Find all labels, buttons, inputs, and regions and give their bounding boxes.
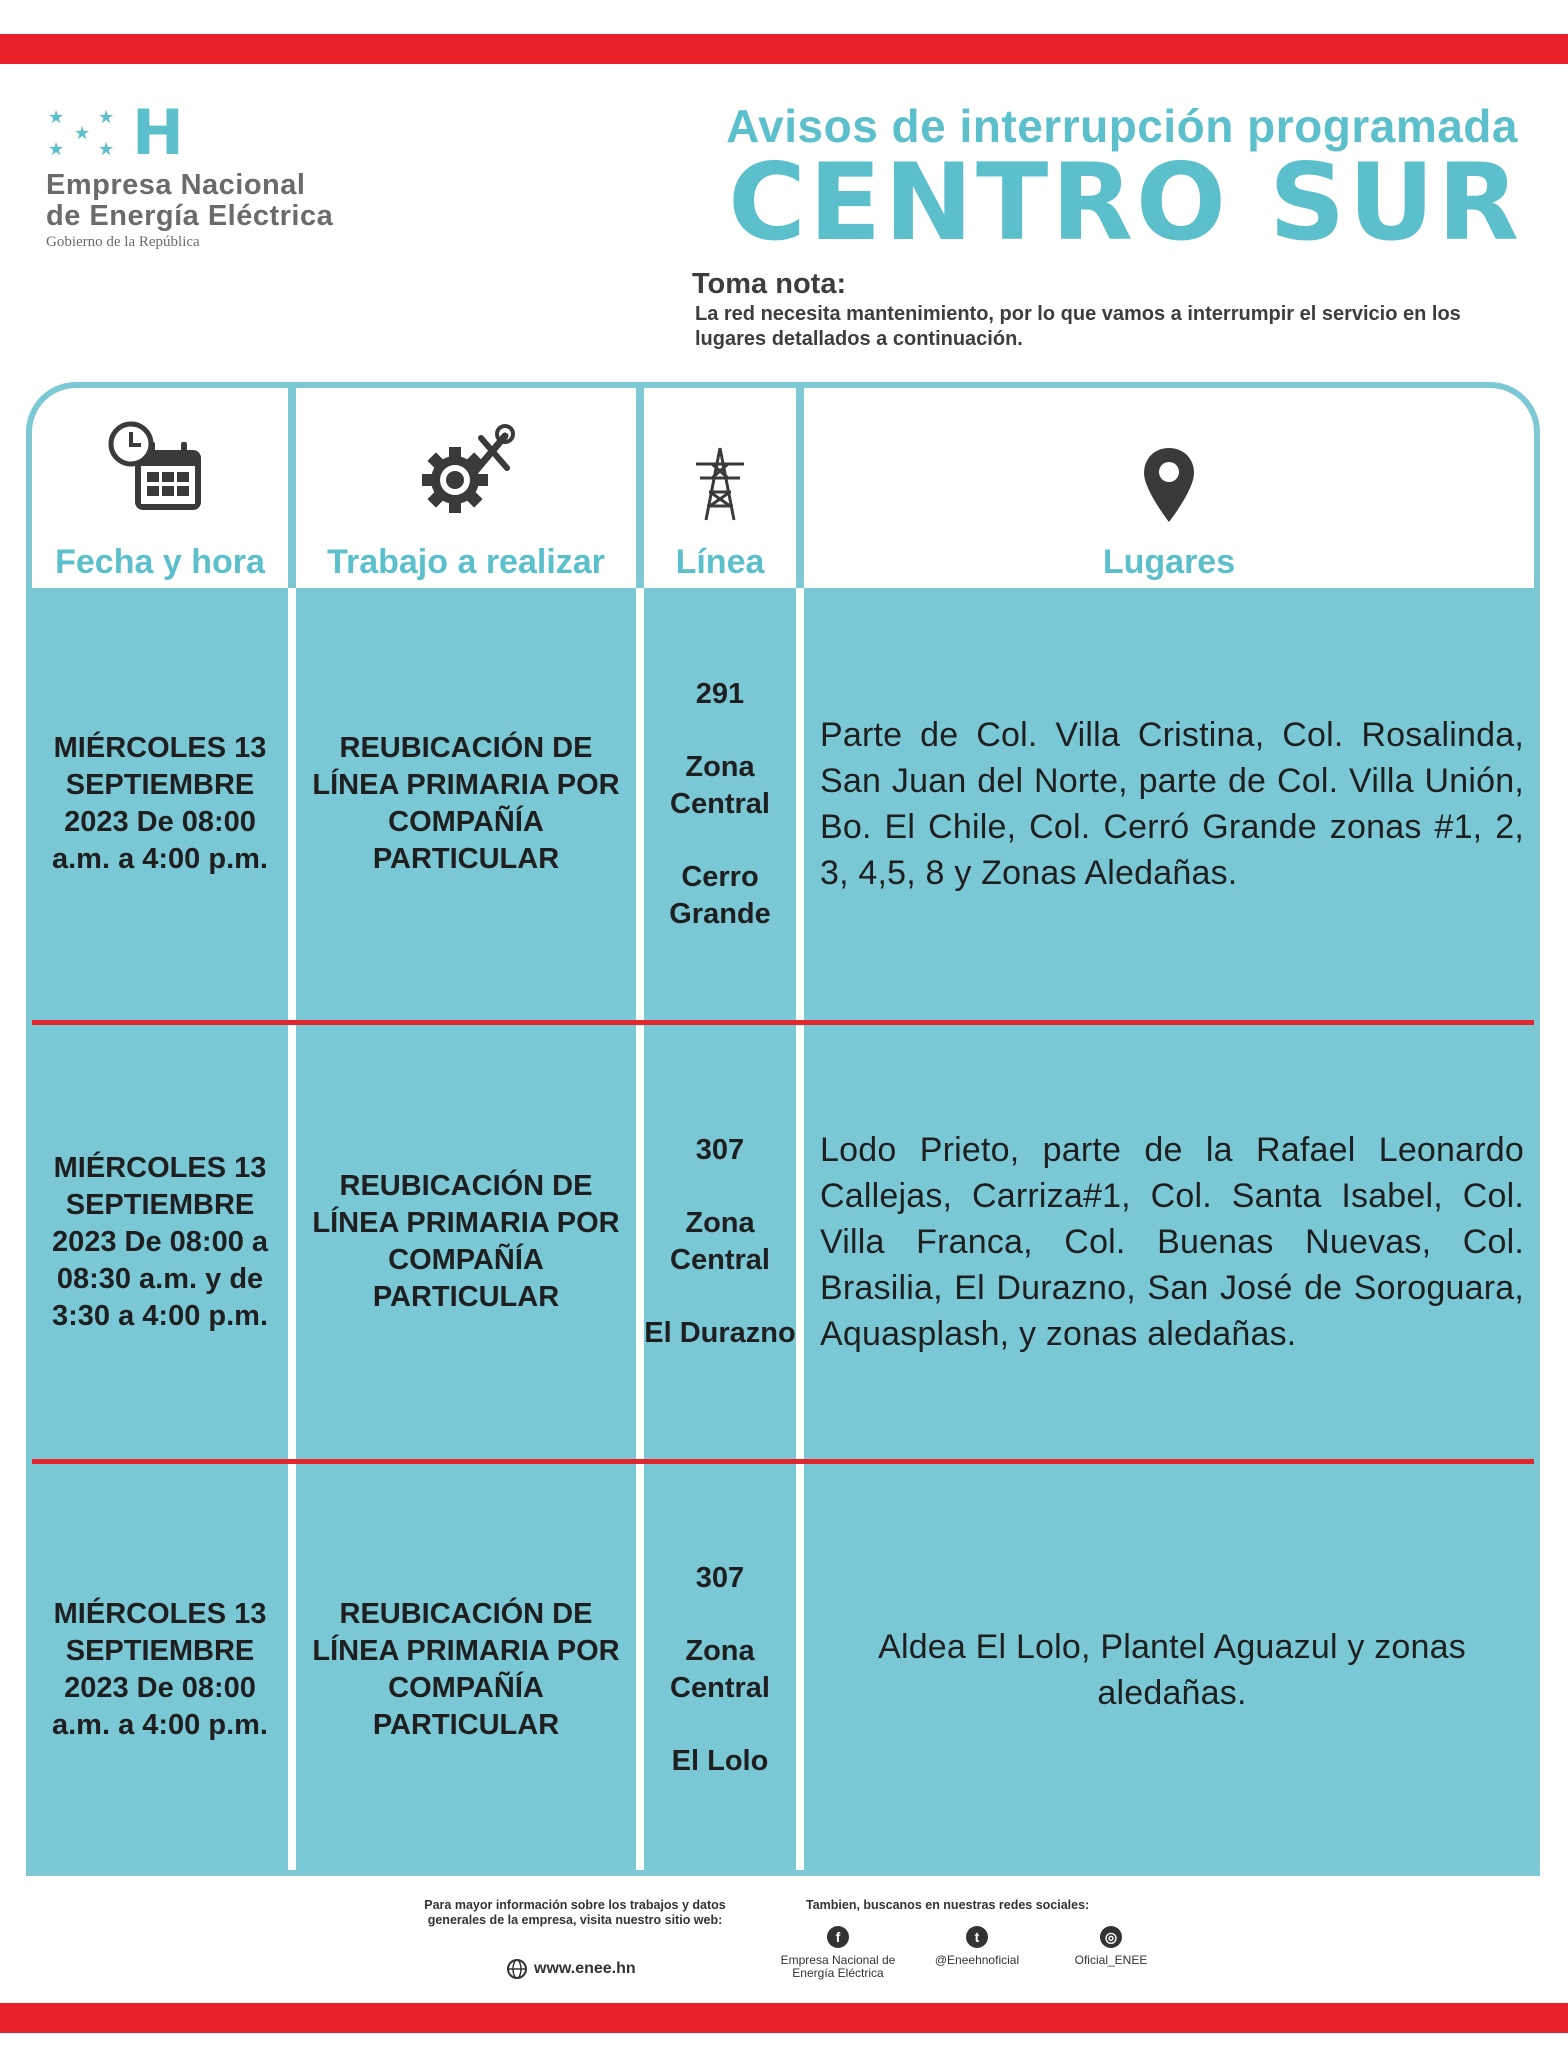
header-date-label: Fecha y hora [55, 543, 265, 581]
row-places: Lodo Prieto, parte de la Rafael Leonardo Callejas, Carriza#1, Col. Santa Isabel, Col. Villa Franca, Col. Buenas Nuevas, Col. Brasilia, El Durazno, San José de Soroguara, Aquasplash, y zonas aledañas. [820, 1131, 1524, 1353]
note-body: La red necesita mantenimiento, por lo que vamos a interrumpir el servicio en los lugares detallados a continuación. [695, 303, 1461, 350]
header-line [644, 388, 796, 588]
table-row [32, 1025, 1534, 1459]
row-work: REUBICACIÓN DE LÍNEA PRIMARIA POR COMPAÑÍA PARTICULAR [312, 1170, 620, 1313]
logo-government: Gobierno de la República [46, 234, 200, 250]
stars-icon: ★ ★ ★ ★ ★ [48, 107, 115, 159]
power-tower-icon [690, 446, 750, 522]
row-line: 307 Zona Central El Durazno [644, 1134, 796, 1349]
social-facebook[interactable] [778, 1926, 898, 1980]
row-work: REUBICACIÓN DE LÍNEA PRIMARIA POR COMPAÑÍA PARTICULAR [312, 1598, 620, 1741]
row-date: MIÉRCOLES 13 SEPTIEMBRE 2023 De 08:00 a.m. a 4:00 p.m. [52, 1598, 268, 1741]
header-work [296, 388, 636, 588]
header-work-label: Trabajo a realizar [327, 543, 605, 581]
table-row [32, 1464, 1534, 1876]
logo-company-name: Empresa Nacional de Energía Eléctrica [46, 169, 334, 232]
footer-info: Para mayor información sobre los trabajos y datos generales de la empresa, visita nuestro sitio web: [424, 1898, 726, 1927]
note-title: Toma nota: [692, 268, 847, 300]
page-title: CENTRO SUR [728, 141, 1522, 264]
location-pin-icon [1141, 446, 1197, 526]
table-row [32, 588, 1534, 1020]
social-title: Tambien, buscanos en nuestras redes sociales: [806, 1898, 1090, 1912]
header-places [804, 388, 1534, 588]
top-red-bar [0, 34, 1568, 64]
row-work: REUBICACIÓN DE LÍNEA PRIMARIA POR COMPAÑÍA PARTICULAR [312, 732, 620, 875]
bottom-red-bar [0, 2003, 1568, 2033]
row-date: MIÉRCOLES 13 SEPTIEMBRE 2023 De 08:00 a.m. a 4:00 p.m. [52, 732, 268, 875]
table-body [32, 588, 1534, 1870]
twitter-label: @Eneehnoficial [934, 1953, 1020, 1967]
header-places-label: Lugares [1102, 543, 1236, 581]
logo-letter: H [132, 96, 184, 169]
header-date [32, 388, 288, 588]
twitter-icon: t [966, 1926, 988, 1948]
row-places: Aldea El Lolo, Plantel Aguazul y zonas aledañas. [878, 1628, 1466, 1712]
facebook-icon: f [827, 1926, 849, 1948]
row-date: MIÉRCOLES 13 SEPTIEMBRE 2023 De 08:00 a 08:30 a.m. y de 3:30 a 4:00 p.m. [51, 1151, 269, 1332]
page-subtitle: Avisos de interrupción programada [726, 100, 1518, 152]
instagram-label: Oficial_ENEE [1074, 1953, 1148, 1967]
website-link[interactable] [506, 1958, 636, 1980]
social-instagram[interactable] [1056, 1926, 1166, 1967]
header-line-label: Línea [675, 543, 765, 581]
calendar-clock-icon [105, 420, 215, 530]
row-line: 307 Zona Central El Lolo [670, 1562, 770, 1777]
facebook-label: Empresa Nacional de Energía Eléctrica [780, 1953, 896, 1980]
website-text: www.enee.hn [534, 1960, 636, 1977]
interruption-table [26, 382, 1540, 1876]
instagram-icon: ◎ [1100, 1926, 1122, 1948]
gear-tools-icon [411, 416, 521, 526]
row-places: Parte de Col. Villa Cristina, Col. Rosalinda, San Juan del Norte, parte de Col. Villa Unión, Bo. El Chile, Col. Cerró Grande zonas #1, 2, 3, 4,5, 8 y Zonas Aledañas. [820, 716, 1524, 892]
row-line: 291 Zona Central Cerro Grande [669, 677, 771, 930]
globe-icon [506, 1958, 528, 1980]
social-twitter[interactable] [922, 1926, 1032, 1967]
